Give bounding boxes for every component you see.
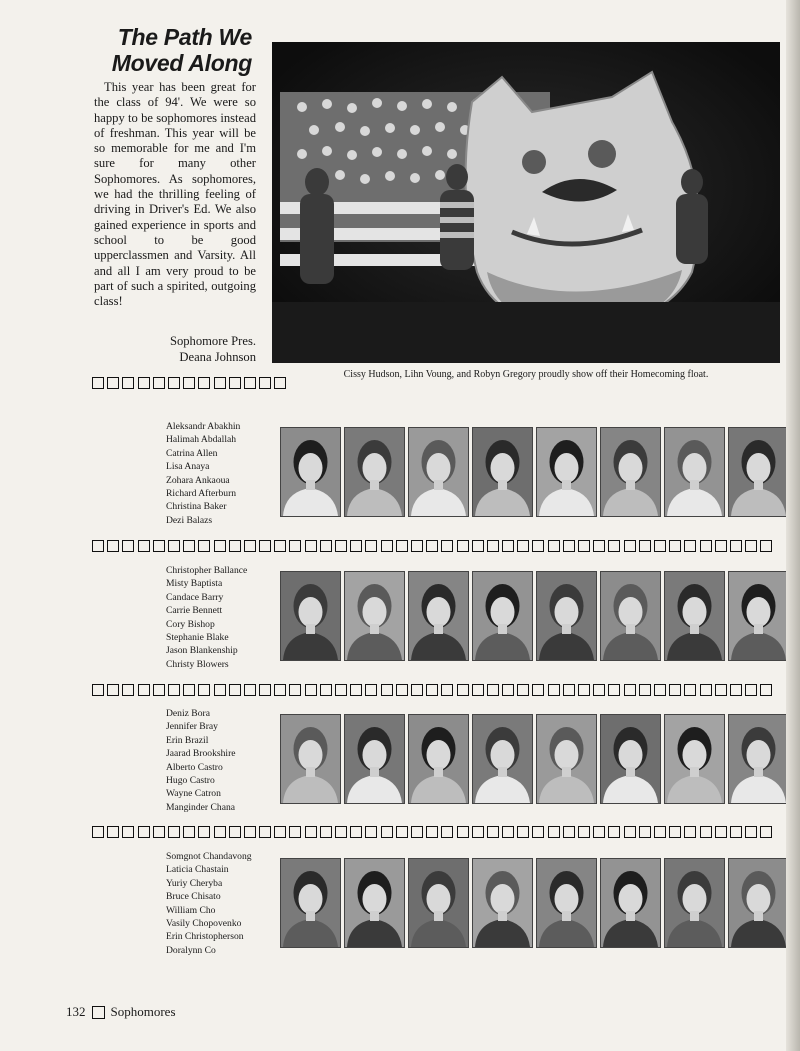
student-portrait (728, 427, 789, 517)
student-name: Zohara Ankaoua (166, 474, 230, 486)
square-ornament-icon (730, 684, 742, 696)
square-ornament-icon (487, 684, 499, 696)
student-portrait (408, 571, 469, 661)
square-ornament-icon (396, 684, 408, 696)
square-ornament-icon (138, 684, 150, 696)
square-ornament-icon (365, 826, 377, 838)
square-ornament-icon (411, 826, 423, 838)
square-ornament-icon (548, 684, 560, 696)
square-ornament-icon (289, 684, 301, 696)
student-name: Erin Brazil (166, 734, 209, 746)
student-name: Lisa Anaya (166, 461, 210, 473)
square-ornament-icon (183, 377, 195, 389)
square-ornament-icon (92, 377, 104, 389)
student-name: Jennifer Bray (166, 721, 218, 733)
square-ornament-icon (198, 540, 210, 552)
square-ornament-icon (244, 826, 256, 838)
square-ornament-icon (532, 826, 544, 838)
signature-name: Deana Johnson (179, 349, 256, 364)
square-ornament-icon (107, 377, 119, 389)
square-ornament-icon (472, 826, 484, 838)
student-portrait (344, 714, 405, 804)
square-ornament-icon (244, 684, 256, 696)
square-ornament-icon (578, 826, 590, 838)
square-ornament-icon (107, 540, 119, 552)
student-name: Wayne Catron (166, 788, 221, 800)
square-border-row (92, 684, 772, 697)
square-ornament-icon (730, 540, 742, 552)
student-name: Laticia Chastain (166, 864, 229, 876)
square-ornament-icon (274, 540, 286, 552)
student-portrait (536, 571, 597, 661)
square-ornament-icon (426, 826, 438, 838)
square-ornament-icon (760, 684, 772, 696)
portrait-row (280, 858, 789, 948)
homecoming-float-photo (272, 42, 780, 363)
square-ornament-icon (669, 540, 681, 552)
student-name: Christy Blowers (166, 658, 229, 670)
student-portrait (664, 427, 725, 517)
square-ornament-icon (563, 826, 575, 838)
student-portrait (664, 858, 725, 948)
student-portrait (408, 714, 469, 804)
square-ornament-icon (593, 540, 605, 552)
square-ornament-icon (548, 826, 560, 838)
square-ornament-icon (532, 684, 544, 696)
square-ornament-icon (168, 684, 180, 696)
square-ornament-icon (578, 540, 590, 552)
square-ornament-icon (441, 684, 453, 696)
portrait-row (280, 571, 789, 661)
square-ornament-icon (502, 684, 514, 696)
square-ornament-icon (639, 826, 651, 838)
student-name: Bruce Chisato (166, 891, 221, 903)
student-name: William Cho (166, 904, 216, 916)
square-ornament-icon (274, 377, 286, 389)
square-border-row (92, 540, 772, 553)
section-label: Sophomores (110, 1004, 176, 1019)
name-list (166, 420, 278, 527)
portrait-row (280, 427, 789, 517)
square-ornament-icon (365, 684, 377, 696)
square-ornament-icon (669, 826, 681, 838)
square-ornament-icon (760, 540, 772, 552)
square-ornament-icon (381, 684, 393, 696)
student-name: Manginder Chana (166, 801, 236, 813)
square-ornament-icon (350, 826, 362, 838)
student-portrait (472, 858, 533, 948)
square-ornament-icon (183, 540, 195, 552)
square-ornament-icon (229, 826, 241, 838)
student-portrait (472, 571, 533, 661)
square-ornament-icon (168, 540, 180, 552)
square-ornament-icon (396, 540, 408, 552)
student-name: Aleksandr Abakhin (166, 421, 241, 432)
student-name: Christina Baker (166, 501, 227, 513)
square-ornament-icon (320, 540, 332, 552)
square-ornament-icon (138, 826, 150, 838)
square-ornament-icon (335, 684, 347, 696)
square-ornament-icon (305, 540, 317, 552)
square-ornament-icon (654, 826, 666, 838)
square-ornament-icon (457, 684, 469, 696)
square-ornament-icon (381, 540, 393, 552)
square-ornament-icon (730, 826, 742, 838)
student-name: Dezi Balazs (166, 514, 213, 526)
student-portrait (728, 858, 789, 948)
square-ornament-icon (608, 540, 620, 552)
square-ornament-icon (715, 540, 727, 552)
square-bullet-icon (92, 1006, 105, 1019)
square-ornament-icon (138, 540, 150, 552)
student-name: Jason Blankenship (166, 645, 238, 657)
square-ornament-icon (760, 826, 772, 838)
student-name: Richard Afterburn (166, 488, 237, 500)
student-portrait (536, 714, 597, 804)
square-ornament-icon (365, 540, 377, 552)
square-ornament-icon (138, 377, 150, 389)
square-ornament-icon (153, 377, 165, 389)
square-ornament-icon (244, 377, 256, 389)
portrait-row (280, 714, 789, 804)
square-ornament-icon (153, 540, 165, 552)
square-ornament-icon (745, 826, 757, 838)
student-name: Candace Barry (166, 591, 224, 603)
square-ornament-icon (426, 540, 438, 552)
square-ornament-icon (289, 826, 301, 838)
student-name: Catrina Allen (166, 447, 218, 459)
square-ornament-icon (214, 826, 226, 838)
student-portrait (280, 858, 341, 948)
square-ornament-icon (350, 684, 362, 696)
student-name: Christopher Ballance (166, 565, 248, 576)
square-ornament-icon (305, 684, 317, 696)
square-ornament-icon (517, 826, 529, 838)
square-ornament-icon (229, 684, 241, 696)
square-ornament-icon (608, 826, 620, 838)
square-ornament-icon (593, 684, 605, 696)
square-ornament-icon (320, 826, 332, 838)
square-ornament-icon (92, 684, 104, 696)
square-ornament-icon (700, 540, 712, 552)
square-ornament-icon (259, 540, 271, 552)
square-ornament-icon (472, 684, 484, 696)
square-ornament-icon (441, 540, 453, 552)
square-ornament-icon (229, 540, 241, 552)
square-ornament-icon (684, 540, 696, 552)
student-name: Yuriy Cheryba (166, 877, 223, 889)
square-ornament-icon (700, 684, 712, 696)
square-ornament-icon (320, 684, 332, 696)
square-ornament-icon (563, 684, 575, 696)
square-border-row (92, 826, 772, 839)
title-line-1: The Path We (117, 24, 252, 50)
homecoming-float-image (272, 42, 780, 363)
square-ornament-icon (153, 684, 165, 696)
square-ornament-icon (624, 826, 636, 838)
square-ornament-icon (183, 826, 195, 838)
student-portrait (600, 427, 661, 517)
square-ornament-icon (396, 826, 408, 838)
square-ornament-icon (608, 684, 620, 696)
student-name: Stephanie Blake (166, 632, 229, 644)
square-ornament-icon (457, 826, 469, 838)
square-ornament-icon (472, 540, 484, 552)
square-ornament-icon (274, 826, 286, 838)
student-portrait (344, 858, 405, 948)
name-list (166, 564, 278, 671)
square-ornament-icon (198, 377, 210, 389)
square-ornament-icon (305, 826, 317, 838)
square-ornament-icon (92, 540, 104, 552)
square-ornament-icon (639, 540, 651, 552)
student-portrait (472, 714, 533, 804)
title-line-2: Moved Along (111, 50, 252, 76)
square-ornament-icon (350, 540, 362, 552)
square-ornament-icon (532, 540, 544, 552)
student-name: Jaarad Brookshire (166, 748, 236, 760)
square-ornament-icon (229, 377, 241, 389)
student-name: Deniz Bora (166, 708, 210, 719)
square-ornament-icon (563, 540, 575, 552)
student-portrait (344, 427, 405, 517)
student-name: Doralynn Co (166, 944, 216, 956)
student-name: Hugo Castro (166, 775, 215, 787)
student-portrait (280, 714, 341, 804)
student-portrait (600, 714, 661, 804)
square-ornament-icon (548, 540, 560, 552)
name-list (166, 850, 278, 957)
square-ornament-icon (487, 540, 499, 552)
page-binding-edge (786, 0, 800, 1051)
square-ornament-icon (244, 540, 256, 552)
student-name: Misty Baptista (166, 578, 223, 590)
square-ornament-icon (214, 684, 226, 696)
square-ornament-icon (122, 540, 134, 552)
square-ornament-icon (487, 826, 499, 838)
square-ornament-icon (457, 540, 469, 552)
student-portrait (728, 714, 789, 804)
student-name: Carrie Bennett (166, 605, 223, 617)
student-portrait (344, 571, 405, 661)
square-ornament-icon (715, 826, 727, 838)
student-portrait (664, 571, 725, 661)
square-ornament-icon (259, 684, 271, 696)
square-ornament-icon (122, 826, 134, 838)
square-ornament-icon (654, 684, 666, 696)
student-portrait (728, 571, 789, 661)
student-portrait (600, 858, 661, 948)
square-ornament-icon (411, 540, 423, 552)
square-ornament-icon (715, 684, 727, 696)
signature (120, 334, 256, 365)
square-ornament-icon (426, 684, 438, 696)
student-portrait (536, 427, 597, 517)
student-name: Cory Bishop (166, 618, 215, 630)
square-ornament-icon (684, 826, 696, 838)
signature-title: Sophomore Pres. (169, 334, 256, 348)
square-ornament-icon (168, 377, 180, 389)
square-ornament-icon (214, 540, 226, 552)
square-ornament-icon (122, 377, 134, 389)
square-ornament-icon (92, 826, 104, 838)
student-portrait (664, 714, 725, 804)
square-ornament-icon (107, 684, 119, 696)
square-ornament-icon (122, 684, 134, 696)
student-portrait (472, 427, 533, 517)
page-number: 132 (66, 1004, 86, 1019)
student-portrait (280, 427, 341, 517)
square-ornament-icon (502, 826, 514, 838)
square-ornament-icon (259, 377, 271, 389)
square-ornament-icon (654, 540, 666, 552)
page-footer (66, 1004, 176, 1020)
square-ornament-icon (745, 684, 757, 696)
square-ornament-icon (153, 826, 165, 838)
square-ornament-icon (745, 540, 757, 552)
student-portrait (600, 571, 661, 661)
square-ornament-icon (335, 540, 347, 552)
square-ornament-icon (274, 684, 286, 696)
square-ornament-icon (259, 826, 271, 838)
article-title (92, 24, 252, 76)
square-ornament-icon (289, 540, 301, 552)
student-portrait (408, 427, 469, 517)
square-ornament-icon (517, 684, 529, 696)
photo-caption: Cissy Hudson, Lihn Voung, and Robyn Gregory proudly show off their Homecoming float. (343, 369, 709, 380)
square-ornament-icon (198, 826, 210, 838)
square-ornament-icon (639, 684, 651, 696)
student-name: Vasily Chopovenko (166, 918, 242, 930)
name-list (166, 707, 278, 814)
student-name: Halimah Abdallah (166, 434, 237, 446)
square-ornament-icon (624, 540, 636, 552)
square-ornament-icon (578, 684, 590, 696)
square-ornament-icon (593, 826, 605, 838)
student-portrait (536, 858, 597, 948)
square-ornament-icon (168, 826, 180, 838)
square-ornament-icon (335, 826, 347, 838)
square-ornament-icon (441, 826, 453, 838)
square-ornament-icon (669, 684, 681, 696)
square-ornament-icon (684, 684, 696, 696)
square-ornament-icon (214, 377, 226, 389)
article-body: This year has been great for the class of 94'. We were so happy to be sophomores instead of freshman. This year will be so memorable for me and I'm sure for many other Sophomores. As sophomores, we had the thrilling feeling of driving in Driver's Ed. We also gained experience in sports and school to be good upperclassmen and Varsity. All and all I am very proud to be part of such a spirited, outgoing class! (94, 80, 256, 309)
square-ornament-icon (517, 540, 529, 552)
square-ornament-icon (624, 684, 636, 696)
square-ornament-icon (381, 826, 393, 838)
square-ornament-icon (107, 826, 119, 838)
square-ornament-icon (700, 826, 712, 838)
student-name: Erin Christopherson (166, 931, 244, 943)
student-name: Somgnot Chandavong (166, 851, 252, 862)
student-portrait (408, 858, 469, 948)
student-name: Alberto Castro (166, 761, 223, 773)
square-ornament-icon (502, 540, 514, 552)
square-ornament-icon (411, 684, 423, 696)
square-border-row (92, 377, 286, 390)
square-ornament-icon (198, 684, 210, 696)
square-ornament-icon (183, 684, 195, 696)
student-portrait (280, 571, 341, 661)
